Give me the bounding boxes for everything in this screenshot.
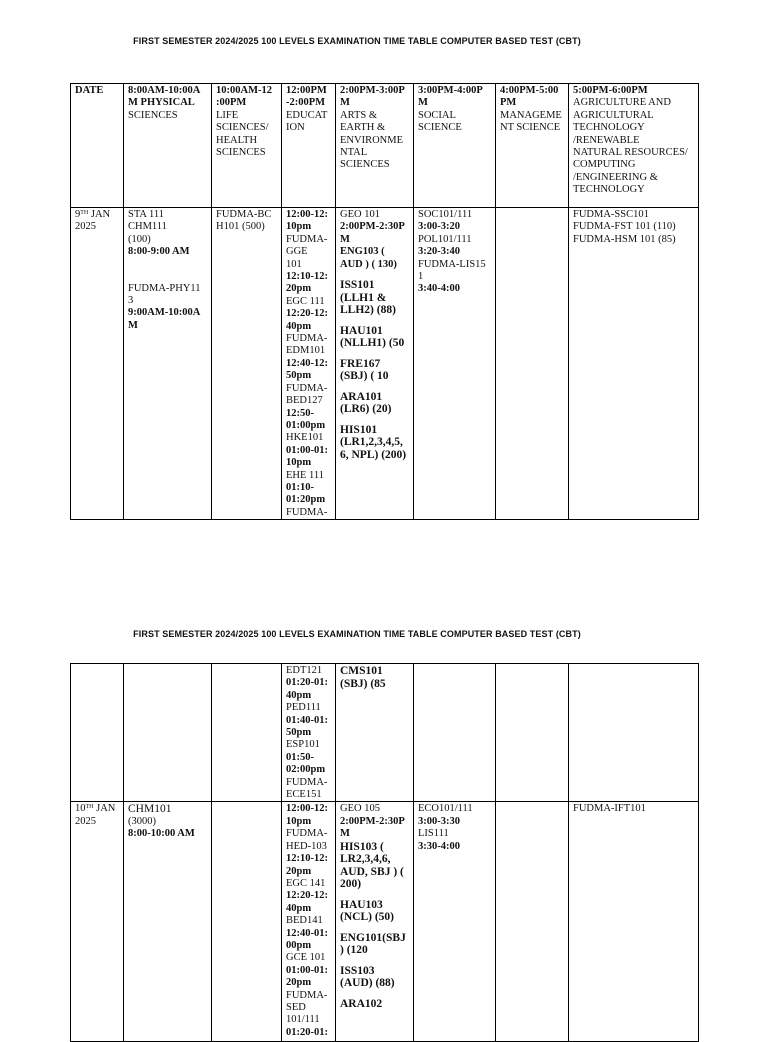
cont-agriculture-computing xyxy=(569,664,699,802)
cell-management-science xyxy=(496,208,569,520)
cell-social-science: SOC101/111 3:00-3:20 POL101/111 3:20-3:40 FUDMA-LIS15 1 3:40-4:00 xyxy=(414,208,496,520)
header-row xyxy=(71,84,699,208)
header-education: 12:00PM -2:00PM EDUCAT ION xyxy=(282,84,336,208)
cell-life-sciences: FUDMA-BC H101 (500) xyxy=(212,208,282,520)
timetable-page1 xyxy=(70,83,699,520)
date-cell: 9TH JAN 2025 xyxy=(71,208,124,520)
timetable-page2 xyxy=(70,663,699,1042)
cell-physical-sciences: CHM101 (3000) 8:00-10:00 AM xyxy=(124,802,212,1042)
header-social-science: 3:00PM-4:00P M SOCIAL SCIENCE xyxy=(414,84,496,208)
cell-physical-sciences: STA 111 CHM111 (100) 8:00-9:00 AM FUDMA-PHY11 3 9:00AM-10:00A M xyxy=(124,208,212,520)
cell-social-science: ECO101/111 3:00-3:30 LIS111 3:30-4:00 xyxy=(414,802,496,1042)
cell-education: 12:00-12: 10pm FUDMA- HED-103 12:10-12: 20pm EGC 141 12:20-12: 40pm BED141 12:40-01: 00pm GCE 101 01:00-01: 20pm FUDMA- SED 101/111 01:20-01: xyxy=(282,802,336,1042)
header-life-sciences: 10:00AM-12 :00PM LIFE SCIENCES/ HEALTH SCIENCES xyxy=(212,84,282,208)
cell-management-science xyxy=(496,802,569,1042)
cell-arts: GEO 101 2:00PM-2:30P M ENG103 ( AUD ) ( 130) ISS101 (LLH1 & LLH2) (88) HAU101 (NLLH1) (50 FRE167 (SBJ) ( 10 ARA101 (LR6) (20) HIS101 (LR1,2,3,4,5, 6, NPL) (200) xyxy=(336,208,414,520)
header-management-science: 4:00PM-5:00 PM MANAGEME NT SCIENCE xyxy=(496,84,569,208)
cont-physical-sciences xyxy=(124,664,212,802)
date-cell: 10TH JAN 2025 xyxy=(71,802,124,1042)
continuation-row xyxy=(71,664,699,802)
cell-life-sciences xyxy=(212,802,282,1042)
cont-arts: CMS101 (SBJ) (85 xyxy=(336,664,414,802)
table-row-10th-jan xyxy=(71,802,699,1042)
cont-education: EDT121 01:20-01: 40pm PED111 01:40-01: 50pm ESP101 01:50- 02:00pm FUDMA- ECE151 xyxy=(282,664,336,802)
cont-date-cell xyxy=(71,664,124,802)
table-row-9th-jan xyxy=(71,208,699,520)
page2-heading: FIRST SEMESTER 2024/2025 100 LEVELS EXAMINATION TIME TABLE COMPUTER BASED TEST (CBT) xyxy=(133,629,581,639)
cont-social-science xyxy=(414,664,496,802)
cell-education: 12:00-12: 10pm FUDMA- GGE 101 12:10-12: 20pm EGC 111 12:20-12: 40pm FUDMA- EDM101 12:40-12: 50pm FUDMA- BED127 12:50- 01:00pm HKE101 01:00-01: 10pm EHE 111 01:10- 01:20pm FUDMA- xyxy=(282,208,336,520)
cell-agriculture-computing: FUDMA-SSC101 FUDMA-FST 101 (110) FUDMA-HSM 101 (85) xyxy=(569,208,699,520)
cell-arts: GEO 105 2:00PM-2:30P M HIS103 ( LR2,3,4,6, AUD, SBJ ) ( 200) HAU103 (NCL) (50) ENG101(SBJ ) (120 ISS103 (AUD) (88) ARA102 xyxy=(336,802,414,1042)
header-physical-sciences: 8:00AM-10:00A M PHYSICAL SCIENCES xyxy=(124,84,212,208)
cont-life-sciences xyxy=(212,664,282,802)
cell-agriculture-computing: FUDMA-IFT101 xyxy=(569,802,699,1042)
cont-management-science xyxy=(496,664,569,802)
header-agriculture-computing: 5:00PM-6:00PM AGRICULTURE AND AGRICULTURAL TECHNOLOGY /RENEWABLE NATURAL RESOURCES/ COMPUTING /ENGINEERING & TECHNOLOGY xyxy=(569,84,699,208)
page1-heading: FIRST SEMESTER 2024/2025 100 LEVELS EXAMINATION TIME TABLE COMPUTER BASED TEST (CBT) xyxy=(133,36,581,46)
header-arts: 2:00PM-3:00P M ARTS & EARTH & ENVIRONME NTAL SCIENCES xyxy=(336,84,414,208)
header-date: DATE xyxy=(71,84,124,208)
